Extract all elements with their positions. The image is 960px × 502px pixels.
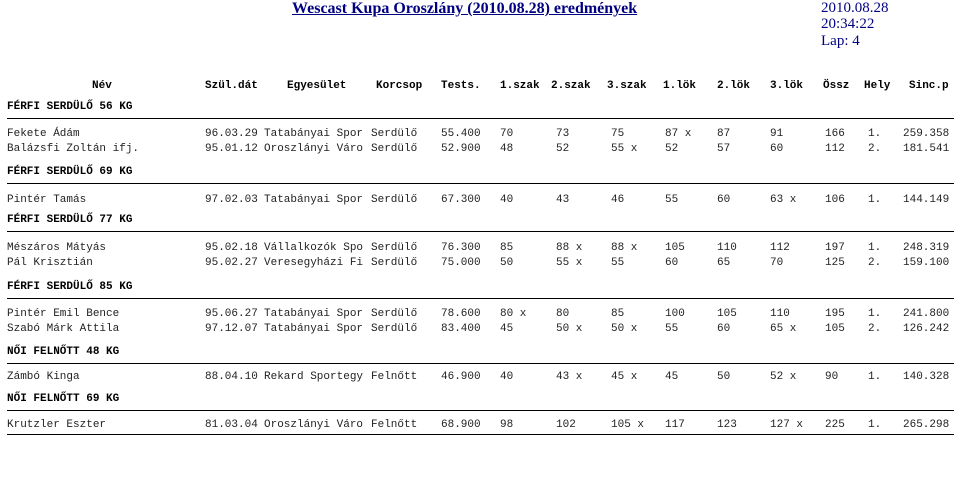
cell-cj-1: 52 (665, 143, 679, 155)
cell-bodyweight: 67.300 (441, 194, 481, 206)
report-time: 20:34:22 (821, 16, 875, 32)
table-bottom-divider (7, 434, 954, 435)
category-divider (7, 183, 954, 184)
cell-cj-2: 57 (717, 143, 731, 155)
cell-name: Zámbó Kinga (7, 371, 80, 383)
table-row (0, 143, 960, 157)
cell-cj-1: 55 (665, 323, 679, 335)
cell-sinclair: 159.100 (903, 257, 950, 269)
cell-snatch-2: 55 x (556, 257, 583, 269)
cell-age-group: Serdülő (371, 143, 418, 155)
cell-place: 1. (868, 371, 882, 383)
cell-age-group: Felnőtt (371, 419, 418, 431)
cell-birthdate: 97.12.07 (205, 323, 258, 335)
header-1szak: 1.szak (500, 80, 540, 92)
cell-snatch-1: 45 (500, 323, 514, 335)
cell-cj-2: 87 (717, 128, 731, 140)
cell-cj-1: 87 x (665, 128, 692, 140)
cell-snatch-1: 98 (500, 419, 514, 431)
table-row (0, 194, 960, 208)
cell-cj-3: 70 (770, 257, 784, 269)
cell-name: Pál Krisztián (7, 257, 93, 269)
table-row (0, 257, 960, 271)
header-ossz: Össz (823, 80, 850, 92)
header-2szak: 2.szak (551, 80, 591, 92)
cell-snatch-1: 48 (500, 143, 514, 155)
cell-total: 195 (825, 308, 845, 320)
cell-snatch-2: 52 (556, 143, 570, 155)
cell-club: Vállalkozók Spo (264, 242, 364, 254)
table-row (0, 242, 960, 256)
cell-age-group: Serdülő (371, 257, 418, 269)
table-row (0, 128, 960, 142)
cell-cj-1: 117 (665, 419, 685, 431)
cell-snatch-1: 40 (500, 371, 514, 383)
cell-bodyweight: 78.600 (441, 308, 481, 320)
category-heading: NŐI FELNŐTT 69 KG (7, 393, 120, 405)
header-korcsop: Korcsop (376, 80, 423, 92)
cell-bodyweight: 83.400 (441, 323, 481, 335)
cell-sinclair: 241.800 (903, 308, 950, 320)
cell-name: Pintér Emil Bence (7, 308, 120, 320)
cell-age-group: Felnőtt (371, 371, 418, 383)
cell-snatch-2: 80 (556, 308, 570, 320)
category-heading: NŐI FELNŐTT 48 KG (7, 346, 120, 358)
cell-cj-3: 91 (770, 128, 784, 140)
cell-age-group: Serdülő (371, 128, 418, 140)
cell-sinclair: 140.328 (903, 371, 950, 383)
table-row (0, 371, 960, 385)
cell-total: 90 (825, 371, 839, 383)
cell-snatch-1: 40 (500, 194, 514, 206)
category-divider (7, 363, 954, 364)
category-divider (7, 298, 954, 299)
cell-birthdate: 81.03.04 (205, 419, 258, 431)
header-1lok: 1.lök (663, 80, 697, 92)
cell-cj-3: 52 x (770, 371, 797, 383)
column-header-row (0, 80, 960, 94)
cell-cj-2: 50 (717, 371, 731, 383)
cell-name: Mészáros Mátyás (7, 242, 107, 254)
cell-snatch-1: 50 (500, 257, 514, 269)
table-row (0, 419, 960, 433)
cell-club: Veresegyházi Fi (264, 257, 364, 269)
cell-place: 1. (868, 419, 882, 431)
cell-snatch-3: 50 x (611, 323, 638, 335)
table-row (0, 308, 960, 322)
cell-snatch-2: 43 x (556, 371, 583, 383)
cell-cj-2: 65 (717, 257, 731, 269)
cell-sinclair: 265.298 (903, 419, 950, 431)
cell-snatch-3: 55 x (611, 143, 638, 155)
cell-birthdate: 95.06.27 (205, 308, 258, 320)
table-row (0, 323, 960, 337)
header-2lok: 2.lök (717, 80, 751, 92)
cell-name: Krutzler Eszter (7, 419, 107, 431)
cell-snatch-3: 55 (611, 257, 625, 269)
cell-bodyweight: 76.300 (441, 242, 481, 254)
cell-sinclair: 248.319 (903, 242, 950, 254)
category-heading: FÉRFI SERDÜLŐ 77 KG (7, 214, 133, 226)
header-3lok: 3.lök (770, 80, 804, 92)
cell-place: 1. (868, 242, 882, 254)
cell-name: Szabó Márk Attila (7, 323, 120, 335)
cell-name: Pintér Tamás (7, 194, 87, 206)
cell-total: 125 (825, 257, 845, 269)
header-hely: Hely (864, 80, 891, 92)
cell-club: Tatabányai Spor (264, 308, 364, 320)
cell-name: Fekete Ádám (7, 128, 80, 140)
cell-cj-3: 110 (770, 308, 790, 320)
cell-place: 1. (868, 194, 882, 206)
cell-sinclair: 259.358 (903, 128, 950, 140)
cell-total: 105 (825, 323, 845, 335)
cell-cj-1: 60 (665, 257, 679, 269)
cell-cj-3: 112 (770, 242, 790, 254)
cell-cj-2: 60 (717, 323, 731, 335)
cell-bodyweight: 52.900 (441, 143, 481, 155)
page-number: Lap: 4 (821, 33, 860, 49)
cell-cj-2: 60 (717, 194, 731, 206)
cell-cj-3: 65 x (770, 323, 797, 335)
cell-total: 225 (825, 419, 845, 431)
cell-snatch-2: 73 (556, 128, 570, 140)
header-sincp: Sinc.p (909, 80, 949, 92)
cell-age-group: Serdülő (371, 323, 418, 335)
cell-bodyweight: 46.900 (441, 371, 481, 383)
cell-club: Tatabányai Spor (264, 128, 364, 140)
cell-snatch-3: 85 (611, 308, 625, 320)
cell-snatch-3: 105 x (611, 419, 645, 431)
cell-birthdate: 95.01.12 (205, 143, 258, 155)
cell-sinclair: 126.242 (903, 323, 950, 335)
cell-birthdate: 95.02.18 (205, 242, 258, 254)
header-3szak: 3.szak (607, 80, 647, 92)
header-nev: Név (92, 80, 112, 92)
category-heading: FÉRFI SERDÜLŐ 85 KG (7, 281, 133, 293)
category-divider (7, 118, 954, 119)
cell-snatch-3: 45 x (611, 371, 638, 383)
cell-age-group: Serdülő (371, 308, 418, 320)
cell-sinclair: 144.149 (903, 194, 950, 206)
cell-cj-2: 105 (717, 308, 737, 320)
header-egyesulet: Egyesület (287, 80, 347, 92)
cell-birthdate: 97.02.03 (205, 194, 258, 206)
cell-snatch-1: 80 x (500, 308, 527, 320)
cell-place: 1. (868, 308, 882, 320)
cell-total: 197 (825, 242, 845, 254)
cell-cj-1: 55 (665, 194, 679, 206)
cell-bodyweight: 68.900 (441, 419, 481, 431)
cell-bodyweight: 55.400 (441, 128, 481, 140)
cell-club: Oroszlányi Váro (264, 143, 364, 155)
cell-sinclair: 181.541 (903, 143, 950, 155)
cell-cj-1: 45 (665, 371, 679, 383)
cell-place: 2. (868, 143, 882, 155)
category-divider (7, 231, 954, 232)
report-date: 2010.08.28 (821, 0, 889, 16)
cell-total: 166 (825, 128, 845, 140)
cell-cj-1: 105 (665, 242, 685, 254)
cell-club: Oroszlányi Váro (264, 419, 364, 431)
cell-birthdate: 96.03.29 (205, 128, 258, 140)
cell-name: Balázsfi Zoltán ifj. (7, 143, 140, 155)
cell-birthdate: 88.04.10 (205, 371, 258, 383)
cell-snatch-2: 50 x (556, 323, 583, 335)
cell-cj-1: 100 (665, 308, 685, 320)
cell-place: 2. (868, 323, 882, 335)
cell-snatch-3: 75 (611, 128, 625, 140)
cell-snatch-3: 46 (611, 194, 625, 206)
cell-snatch-1: 85 (500, 242, 514, 254)
cell-club: Tatabányai Spor (264, 323, 364, 335)
cell-snatch-2: 88 x (556, 242, 583, 254)
cell-total: 106 (825, 194, 845, 206)
cell-age-group: Serdülő (371, 194, 418, 206)
cell-cj-2: 110 (717, 242, 737, 254)
cell-cj-3: 60 (770, 143, 784, 155)
cell-age-group: Serdülő (371, 242, 418, 254)
cell-snatch-3: 88 x (611, 242, 638, 254)
cell-club: Tatabányai Spor (264, 194, 364, 206)
cell-cj-3: 127 x (770, 419, 804, 431)
cell-cj-3: 63 x (770, 194, 797, 206)
report-title: Wescast Kupa Oroszlány (2010.08.28) eredmények (292, 0, 638, 17)
cell-snatch-1: 70 (500, 128, 514, 140)
category-heading: FÉRFI SERDÜLŐ 56 KG (7, 101, 133, 113)
cell-cj-2: 123 (717, 419, 737, 431)
cell-place: 1. (868, 128, 882, 140)
cell-place: 2. (868, 257, 882, 269)
cell-snatch-2: 102 (556, 419, 576, 431)
cell-bodyweight: 75.000 (441, 257, 481, 269)
header-tests: Tests. (441, 80, 481, 92)
category-divider (7, 410, 954, 411)
cell-total: 112 (825, 143, 845, 155)
category-heading: FÉRFI SERDÜLŐ 69 KG (7, 166, 133, 178)
cell-birthdate: 95.02.27 (205, 257, 258, 269)
cell-snatch-2: 43 (556, 194, 570, 206)
header-szuldat: Szül.dát (205, 80, 258, 92)
cell-club: Rekard Sportegy (264, 371, 364, 383)
